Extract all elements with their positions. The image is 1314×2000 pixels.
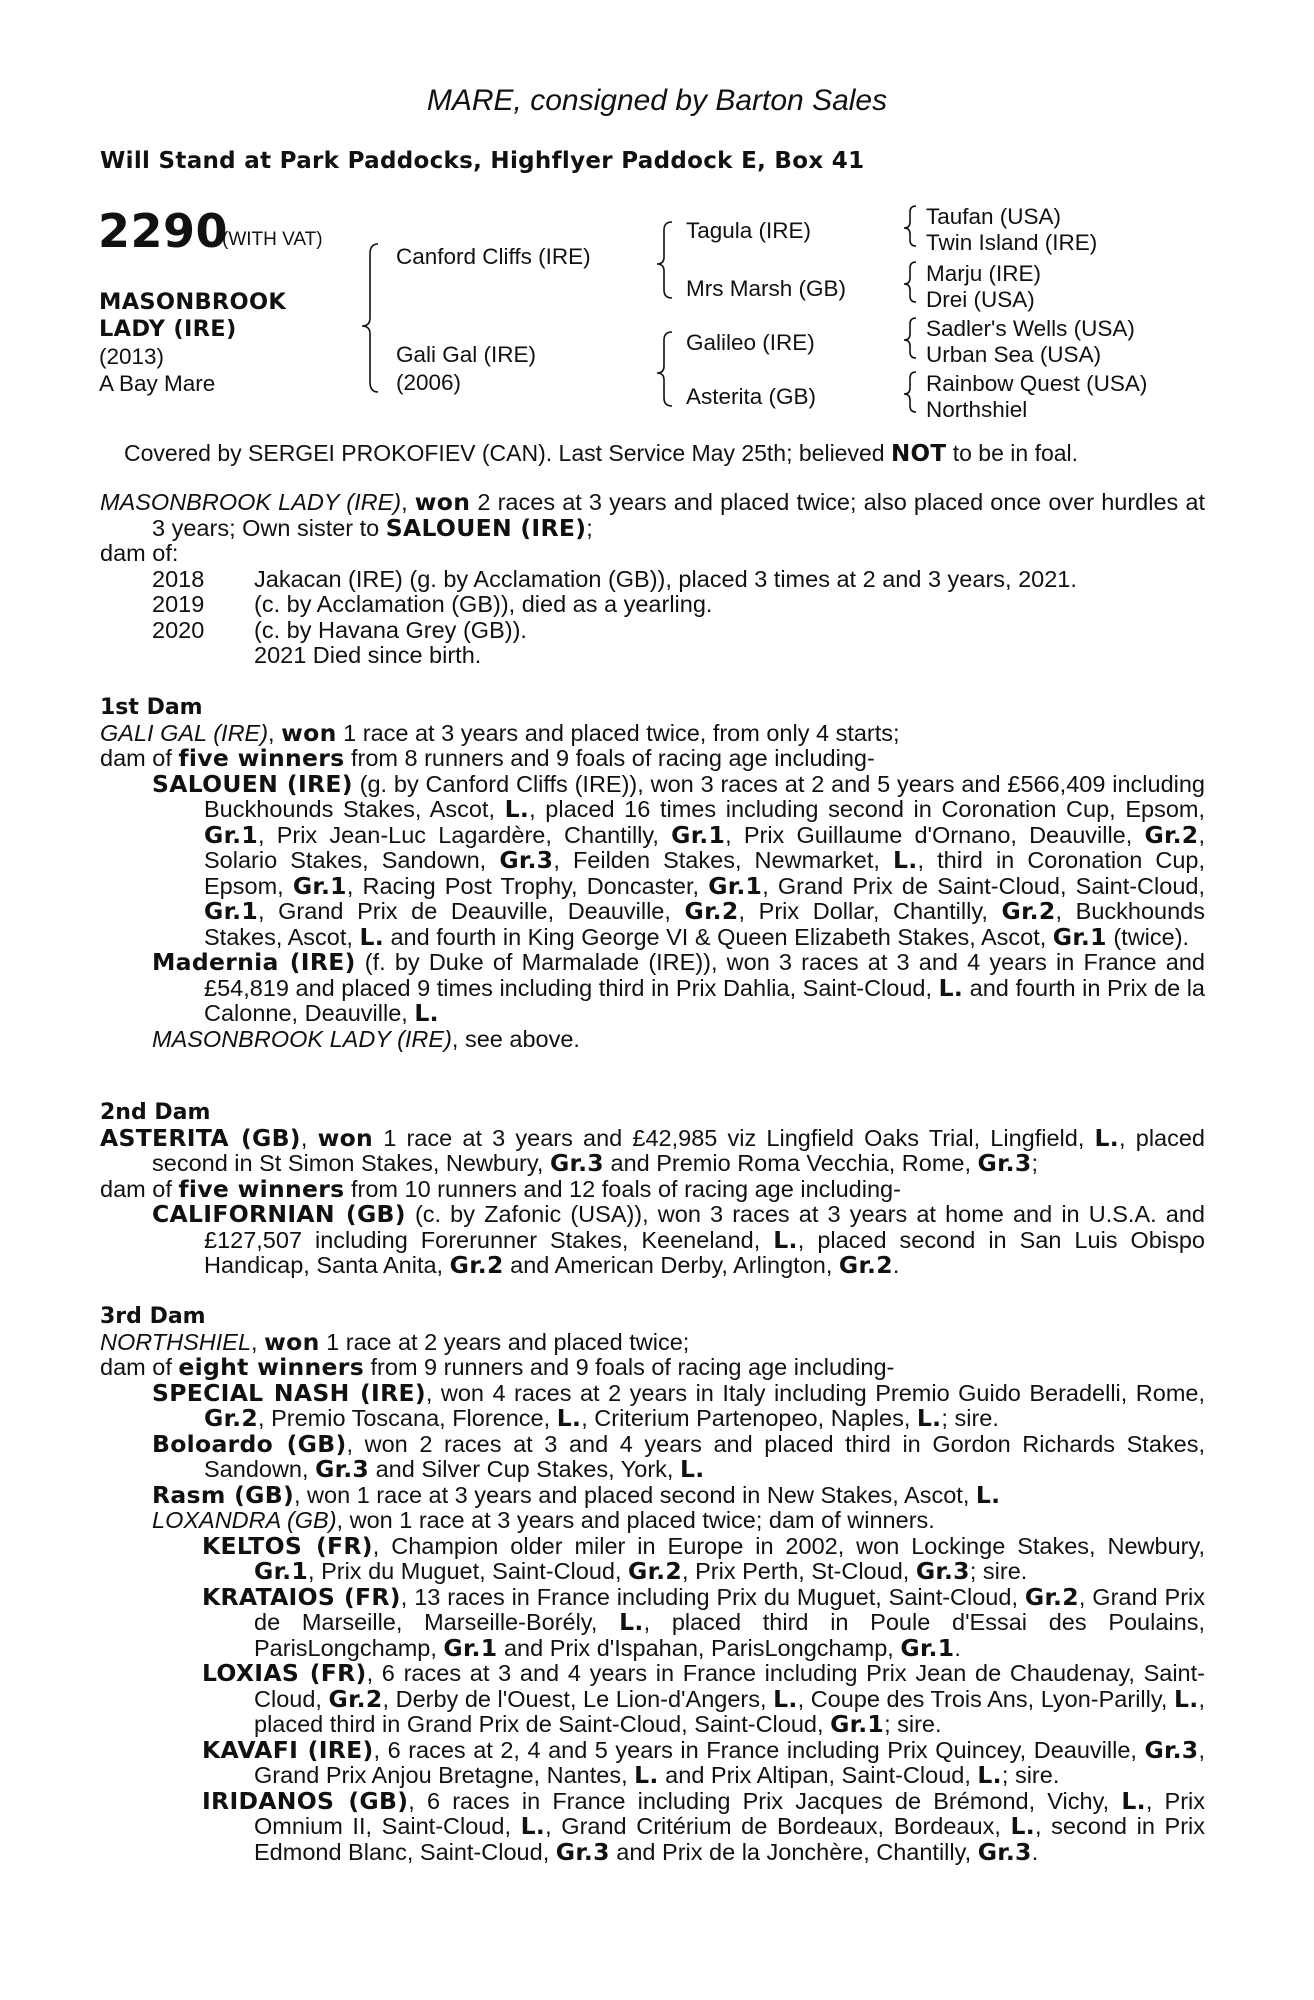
dam-of-text: dam of bbox=[100, 745, 179, 771]
horse-name: Madernia (IRE) bbox=[152, 948, 356, 976]
race-text: , Derby de l'Ouest, Le Lion-d'Angers, bbox=[382, 1685, 774, 1712]
race-grade: Gr.3 bbox=[315, 1455, 370, 1483]
horse-name: CALIFORNIAN (GB) bbox=[152, 1200, 406, 1228]
pedigree-g3: Marju (IRE) bbox=[926, 261, 1042, 286]
horse-name: MASONBROOK LADY (IRE) bbox=[152, 1025, 452, 1052]
stand-location: Will Stand at Park Paddocks, Highflyer Paddock E, Box 41 bbox=[100, 148, 865, 174]
race-grade: Gr.1 bbox=[830, 1710, 885, 1738]
horse-name-line1: MASONBROOK bbox=[99, 289, 287, 315]
produce-year: 2019 bbox=[152, 591, 205, 617]
race-grade: Gr.2 bbox=[449, 1251, 504, 1279]
race-text: , placed second in St Simon Stakes, Newbury, bbox=[152, 1124, 1206, 1176]
race-grade: Gr.1 bbox=[708, 871, 763, 900]
won-label: won bbox=[414, 488, 471, 516]
race-grade: Gr.1 bbox=[254, 1557, 309, 1585]
produce-keltos bbox=[100, 1531, 1205, 1585]
punctuation: ; bbox=[586, 514, 593, 541]
brace-g4 bbox=[904, 372, 916, 412]
race-text: 1 race at 3 years and £42,985 viz Lingfield Oaks Trial, Lingfield, bbox=[373, 1124, 1095, 1151]
race-grade: Gr.3 bbox=[977, 1149, 1032, 1177]
horse-name: LOXIAS (FR) bbox=[202, 1659, 367, 1687]
horse-name: KAVAFI (IRE) bbox=[202, 1735, 374, 1764]
race-grade: Gr.2 bbox=[684, 897, 739, 925]
race-grade: L. bbox=[1010, 1812, 1036, 1840]
pedigree-sire: Canford Cliffs (IRE) bbox=[396, 244, 591, 269]
race-text: and Prix Altipan, Saint-Cloud, bbox=[658, 1762, 978, 1788]
race-grade: L. bbox=[893, 846, 918, 874]
pedigree-g4: Drei (USA) bbox=[926, 287, 1035, 312]
race-text: , Grand Prix de Deauville, Deauville, bbox=[258, 898, 685, 924]
dam-of-text: dam of bbox=[100, 1175, 179, 1202]
race-text: ; bbox=[1031, 1150, 1039, 1176]
race-grade: L. bbox=[1121, 1786, 1146, 1815]
race-text: , Solario Stakes, Sandown, bbox=[204, 821, 1205, 873]
race-grade: L. bbox=[414, 999, 439, 1027]
first-dam-heading: 1st Dam bbox=[100, 695, 203, 720]
mare-name: MASONBROOK LADY (IRE) bbox=[100, 489, 402, 515]
produce-salouen bbox=[100, 769, 1206, 951]
horse-name: SALOUEN (IRE) bbox=[152, 769, 353, 798]
race-grade: L. bbox=[359, 922, 384, 951]
lot-number: 2290 bbox=[98, 204, 229, 258]
mare-section bbox=[100, 490, 1205, 669]
won-label: won bbox=[317, 1123, 374, 1152]
produce-row bbox=[100, 618, 1205, 644]
race-text: . bbox=[954, 1634, 961, 1661]
race-record: , won 1 race at 3 years and placed twice; dam of winners. bbox=[336, 1507, 935, 1533]
produce-row bbox=[100, 567, 1205, 593]
pedigree-g6: Urban Sea (USA) bbox=[926, 342, 1102, 367]
produce-list bbox=[100, 567, 1205, 669]
produce-year: 2020 bbox=[152, 616, 205, 643]
race-record bbox=[152, 1125, 1205, 1177]
second-dam-section bbox=[100, 1100, 1205, 1279]
second-dam-name: ASTERITA (GB) bbox=[100, 1123, 301, 1152]
produce-loxias bbox=[100, 1661, 1205, 1738]
race-grade: L. bbox=[679, 1455, 705, 1483]
race-text: , 6 races at 3 and 4 years in France including Prix Jean de Chaudenay, Saint-Cloud, bbox=[254, 1660, 1205, 1712]
covered-not: NOT bbox=[890, 441, 947, 467]
covered-text: Covered by SERGEI PROKOFIEV (CAN). Last Service May 25th; believed bbox=[124, 440, 891, 466]
brace-g2 bbox=[904, 262, 916, 302]
race-grade: Gr.1 bbox=[443, 1633, 498, 1662]
race-record bbox=[254, 1737, 1205, 1789]
produce-text: 2021 Died since birth. bbox=[254, 642, 482, 668]
race-text: , Prix Perth, St-Cloud, bbox=[682, 1558, 916, 1584]
pedigree-g2: Twin Island (IRE) bbox=[926, 230, 1098, 255]
race-grade: Gr.2 bbox=[628, 1557, 683, 1585]
horse-name: IRIDANOS (GB) bbox=[202, 1786, 409, 1815]
race-grade: Gr.3 bbox=[977, 1837, 1032, 1866]
dam-of-text: from 8 runners and 9 foals of racing age including- bbox=[344, 745, 875, 771]
race-grade: Gr.1 bbox=[204, 897, 259, 925]
race-record bbox=[294, 1482, 1000, 1508]
race-grade: L. bbox=[1173, 1684, 1199, 1713]
race-record bbox=[204, 771, 1205, 950]
brace-g3 bbox=[904, 318, 916, 358]
race-grade: L. bbox=[619, 1608, 644, 1636]
race-text: , Coupe des Trois Ans, Lyon-Parilly, bbox=[797, 1685, 1174, 1712]
winners-count: five winners bbox=[178, 744, 345, 772]
won-label: won bbox=[281, 718, 337, 747]
second-dam-heading: 2nd Dam bbox=[100, 1100, 211, 1125]
horse-name-line2: LADY (IRE) bbox=[99, 316, 237, 342]
race-record bbox=[204, 1431, 1205, 1483]
race-text: , Prix Guillaume d'Ornano, Deauville, bbox=[725, 821, 1145, 848]
pedigree-dam-year: (2006) bbox=[396, 370, 462, 395]
race-text: and Silver Cup Stakes, York, bbox=[369, 1456, 680, 1482]
race-text: , 13 races in France including Prix du Muguet, Saint-Cloud, bbox=[400, 1583, 1025, 1610]
horse-name: KELTOS (FR) bbox=[202, 1531, 373, 1560]
produce-special-nash bbox=[100, 1378, 1205, 1432]
pedigree-g1: Taufan (USA) bbox=[926, 204, 1062, 229]
third-dam-name: NORTHSHIEL bbox=[100, 1328, 252, 1355]
race-text: , placed third in Poule d'Essai des Poulains, ParisLongchamp, bbox=[254, 1609, 1205, 1661]
race-text: , placed third in Grand Prix de Saint-Cloud, Saint-Cloud, bbox=[254, 1685, 1205, 1737]
page-title: MARE, consigned by Barton Sales bbox=[426, 84, 888, 117]
race-grade: Gr.2 bbox=[204, 1404, 259, 1432]
horse-name: LOXANDRA (GB) bbox=[152, 1507, 337, 1533]
race-text: (twice). bbox=[1106, 923, 1190, 950]
first-dam-name: GALI GAL (IRE) bbox=[100, 719, 269, 746]
race-text: and fourth in King George VI & Queen Elizabeth Stakes, Ascot, bbox=[383, 923, 1053, 950]
dam-of-label: dam of: bbox=[100, 540, 179, 566]
horse-name: Boloardo (GB) bbox=[152, 1429, 347, 1458]
produce-californian bbox=[100, 1202, 1205, 1279]
pedigree-dam: Gali Gal (IRE) bbox=[396, 342, 537, 367]
first-dam-record: 1 race at 3 years and placed twice, from only 4 starts; bbox=[336, 719, 900, 746]
produce-loxandra bbox=[100, 1508, 1205, 1534]
race-text: , Grand Prix Anjou Bretagne, Nantes, bbox=[254, 1736, 1205, 1788]
race-text: , 6 races at 2, 4 and 5 years in France including Prix Quincey, Deauville, bbox=[373, 1736, 1145, 1763]
first-dam-section: 1st Dam GALI GAL (IRE), won 1 race at 3 years and placed twice, from only 4 starts; dam of five winners from 8 runners and 9 foals of racing age including- SALOUEN (IRE) (g. by Canford Cliffs (IRE)), won 3 races at 2 and 5 years and £566,409 including Buckhounds Stakes, Ascot, L., placed 16 times including second in Coronation Cup, Epsom, Gr.1, Prix Jean-Luc Lagardère, Chantilly, Gr.1, Prix Guillaume d'Ornano, Deauville, Gr.2, Solario Stakes, Sandown, Gr.3, Feilden Stakes, Newmarket, L., third in Coronation Cup, Epsom, Gr.1, Racing Post Trophy, Doncaster, Gr.1, Grand Prix de Saint-Cloud, Saint-Cloud, Gr.1, Grand Prix de Deauville, Deauville, Gr.2, Prix Dollar, Chantilly, Gr.2, Buckhounds Stakes, Ascot, L. and fourth in King George VI & Queen Elizabeth Stakes, Ascot, Gr.1 (twice). Madernia (IRE) (f. by Duke of Marmalade (IRE)), won 3 races at 3 and 4 years in France and £54,819 and placed 9 times including third in Prix Dahlia, Saint-Cloud, L. and fourth in Prix de la Calonne, Deauville, L. MASONBROOK LADY (IRE), see above. bbox=[100, 695, 1206, 1052]
race-text: , Buckhounds Stakes, Ascot, bbox=[204, 898, 1205, 950]
race-grade: Gr.1 bbox=[671, 820, 726, 849]
race-text: ; sire. bbox=[1001, 1762, 1060, 1788]
race-text: , placed second in San Luis Obispo Handicap, Santa Anita, bbox=[204, 1226, 1205, 1278]
race-text: , second in Prix Edmond Blanc, Saint-Cloud, bbox=[254, 1813, 1205, 1865]
race-text: , Prix Jean-Luc Lagardère, Chantilly, bbox=[258, 821, 672, 848]
race-grade: L. bbox=[504, 795, 530, 823]
race-text: , won 1 race at 3 years and placed second in New Stakes, Ascot, bbox=[294, 1481, 976, 1508]
race-text: , won 2 races at 3 and 4 years and placed third in Gordon Richards Stakes, Sandown, bbox=[204, 1430, 1206, 1482]
race-grade: L. bbox=[977, 1761, 1002, 1789]
produce-year: 2018 bbox=[152, 565, 205, 592]
race-text: , third in Coronation Cup, Epsom, bbox=[204, 847, 1206, 899]
race-grade: Gr.2 bbox=[1024, 1582, 1079, 1611]
race-grade: L. bbox=[520, 1812, 546, 1840]
race-grade: Gr.3 bbox=[1144, 1735, 1199, 1764]
produce-text: (c. by Acclamation (GB)), died as a yearling. bbox=[254, 591, 713, 617]
race-grade: Gr.2 bbox=[838, 1251, 893, 1279]
covered-note bbox=[124, 440, 1078, 467]
winners-count: eight winners bbox=[178, 1353, 364, 1381]
race-grade: L. bbox=[916, 1404, 942, 1432]
pedigree-g7: Rainbow Quest (USA) bbox=[926, 371, 1148, 396]
produce-krataios bbox=[100, 1582, 1205, 1662]
pedigree-g8: Northshiel bbox=[926, 397, 1028, 422]
produce-boloardo bbox=[100, 1429, 1206, 1483]
race-record: , see above. bbox=[451, 1025, 580, 1052]
race-text: , Grand Prix de Saint-Cloud, Saint-Cloud, bbox=[762, 872, 1205, 899]
won-label: won bbox=[264, 1327, 320, 1356]
race-grade: Gr.2 bbox=[1001, 897, 1056, 925]
race-text: , Prix Dollar, Chantilly, bbox=[738, 898, 1002, 924]
race-grade: Gr.3 bbox=[915, 1557, 970, 1585]
race-grade: Gr.3 bbox=[549, 1149, 604, 1177]
race-grade: L. bbox=[634, 1761, 659, 1789]
race-text: ; sire. bbox=[969, 1558, 1028, 1584]
produce-text: Jakacan (IRE) (g. by Acclamation (GB)), placed 3 times at 2 and 3 years, 2021. bbox=[254, 565, 1077, 592]
race-text: (f. by Duke of Marmalade (IRE)), won 3 races at 3 and 4 years in France and £54,819 and placed 9 times including third in Prix Dahlia, Saint-Cloud, bbox=[204, 949, 1205, 1001]
third-dam-heading: 3rd Dam bbox=[100, 1304, 206, 1329]
race-text: and fourth in Prix de la Calonne, Deauville, bbox=[204, 974, 1205, 1026]
horse-description: A Bay Mare bbox=[99, 371, 216, 396]
race-grade: Gr.1 bbox=[900, 1633, 955, 1662]
race-grade: Gr.1 bbox=[292, 871, 347, 900]
race-grade: Gr.1 bbox=[1052, 922, 1107, 951]
produce-year bbox=[100, 643, 254, 669]
race-text: , won 4 races at 2 years in Italy including Premio Guido Beradelli, Rome, bbox=[425, 1379, 1205, 1406]
brace-main bbox=[362, 244, 378, 392]
dam-of-text: from 10 runners and 12 foals of racing age including- bbox=[344, 1175, 901, 1202]
produce-rasm bbox=[100, 1480, 1205, 1509]
mare-record-text: 2 races at 3 years and placed twice; also placed once over hurdles at 3 years; Own sister to bbox=[152, 489, 1206, 541]
race-text: . bbox=[892, 1252, 900, 1278]
sister-name: SALOUEN (IRE) bbox=[385, 513, 587, 542]
produce-iridanos bbox=[100, 1786, 1206, 1866]
horse-name: SPECIAL NASH (IRE) bbox=[152, 1378, 426, 1407]
dam-of-text: dam of bbox=[100, 1354, 179, 1380]
race-grade: L. bbox=[773, 1225, 798, 1254]
winners-count: five winners bbox=[178, 1174, 345, 1203]
race-grade: Gr.3 bbox=[499, 846, 554, 874]
race-grade: L. bbox=[1094, 1123, 1120, 1152]
produce-row bbox=[100, 643, 1205, 669]
vat-note: (WITH VAT) bbox=[222, 229, 323, 250]
race-text: , Prix Omnium II, Saint-Cloud, bbox=[254, 1787, 1206, 1839]
pedigree-dam-dam: Asterita (GB) bbox=[686, 384, 817, 409]
race-text: ; sire. bbox=[884, 1711, 942, 1737]
race-text: ; sire. bbox=[941, 1405, 999, 1431]
race-text: (g. by Canford Cliffs (IRE)), won 3 races at 2 and 5 years and £566,409 including Buckhounds Stakes, Ascot, bbox=[204, 770, 1205, 822]
covered-text-end: to be in foal. bbox=[946, 440, 1079, 466]
race-text: , Grand Prix de Marseille, Marseille-Borély, bbox=[254, 1583, 1205, 1635]
race-record bbox=[254, 1533, 1205, 1585]
mare-record: MASONBROOK LADY (IRE), won 2 races at 3 years and placed twice; also placed once over hurdles at 3 years; Own sister to SALOUEN (IRE); bbox=[100, 488, 1206, 542]
race-text: and Prix d'Ispahan, ParisLongchamp, bbox=[497, 1634, 901, 1661]
horse-name: KRATAIOS (FR) bbox=[202, 1582, 401, 1611]
produce-kavafi bbox=[100, 1735, 1205, 1789]
race-grade: L. bbox=[938, 973, 964, 1002]
race-text: (c. by Zafonic (USA)), won 3 races at 3 years at home and in U.S.A. and £127,507 including Forerunner Stakes, Keeneland, bbox=[204, 1201, 1205, 1253]
race-grade: Gr.3 bbox=[555, 1837, 610, 1866]
pedigree-sire-sire: Tagula (IRE) bbox=[686, 218, 812, 243]
race-text: , Prix du Muguet, Saint-Cloud, bbox=[308, 1558, 629, 1584]
produce-madernia bbox=[100, 950, 1205, 1027]
race-grade: L. bbox=[556, 1404, 582, 1432]
race-text: , Criterium Partenopeo, Naples, bbox=[581, 1405, 917, 1431]
race-text: , placed 16 times including second in Coronation Cup, Epsom, bbox=[529, 796, 1205, 822]
pedigree-dam-sire: Galileo (IRE) bbox=[686, 330, 815, 355]
produce-text: (c. by Havana Grey (GB)). bbox=[254, 616, 527, 643]
race-text: , Feilden Stakes, Newmarket, bbox=[553, 847, 894, 873]
second-dam-record: ASTERITA (GB), won 1 race at 3 years and £42,985 viz Lingfield Oaks Trial, Lingfield, L., placed second in St Simon Stakes, Newbury, Gr.3 and Premio Roma Vecchia, Rome, Gr.3; bbox=[100, 1123, 1206, 1177]
race-grade: L. bbox=[773, 1684, 798, 1713]
race-record bbox=[254, 1660, 1205, 1737]
race-grade: Gr.2 bbox=[328, 1684, 383, 1713]
race-text: , Racing Post Trophy, Doncaster, bbox=[346, 872, 709, 899]
race-text: , 6 races in France including Prix Jacques de Brémond, Vichy, bbox=[408, 1787, 1122, 1814]
race-text: , Grand Critérium de Bordeaux, Bordeaux, bbox=[545, 1813, 1011, 1839]
race-text: , Champion older miler in Europe in 2002, won Lockinge Stakes, Newbury, bbox=[372, 1532, 1205, 1559]
brace-sire bbox=[657, 222, 672, 298]
produce-masonbrook bbox=[100, 1027, 1205, 1053]
race-text: and American Derby, Arlington, bbox=[503, 1252, 839, 1278]
pedigree-sire-dam: Mrs Marsh (GB) bbox=[686, 276, 846, 301]
race-grade: L. bbox=[975, 1480, 1001, 1509]
brace-dam bbox=[657, 332, 672, 406]
horse-year: (2013) bbox=[99, 344, 165, 369]
dam-of-text: from 9 runners and 9 foals of racing age including- bbox=[363, 1354, 895, 1380]
brace-g1 bbox=[904, 206, 916, 246]
third-dam-section: 3rd Dam NORTHSHIEL, won 1 race at 2 years and placed twice; dam of eight winners from 9 runners and 9 foals of racing age including- SPECIAL NASH (IRE), won 4 races at 2 years in Italy including Premio Guido Beradelli, Rome, Gr.2, Premio Toscana, Florence, L., Criterium Partenopeo, Naples, L.; sire. Boloardo (GB), won 2 races at 3 and 4 years and placed third in Gordon Richards Stakes, Sandown, Gr.3 and Silver Cup Stakes, York, L. Rasm (GB), won 1 race at 3 years and placed second in New Stakes, Ascot, L. LOXANDRA (GB), won 1 race at 3 years and placed twice; dam of winners. KELTOS (FR), Champion older miler in Europe in 2002, won Lockinge Stakes, Newbury, Gr.1, Prix du Muguet, Saint-Cloud, Gr.2, Prix Perth, St-Cloud, Gr.3; sire. KRATAIOS (FR), 13 races in France including Prix du Muguet, Saint-Cloud, Gr.2, Grand Prix de Marseille, Marseille-Borély, L., placed third in Poule d'Essai des Poulains, ParisLongchamp, Gr.1 and Prix d'Ispahan, ParisLongchamp, Gr.1. LOXIAS (FR), 6 races at 3 and 4 years in France including Prix Jean de Chaudenay, Saint-Cloud, Gr.2, Derby de l'Ouest, Le Lion-d'Angers, L., Coupe des Trois Ans, Lyon-Parilly, L., placed third in Grand Prix de Saint-Cloud, Saint-Cloud, Gr.1; sire. KAVAFI (IRE), 6 races at 2, 4 and 5 years in France including Prix Quincey, Deauville, Gr.3, Grand Prix Anjou Bretagne, Nantes, L. and Prix Altipan, Saint-Cloud, L.; sire. IRIDANOS (GB), 6 races in France including Prix Jacques de Brémond, Vichy, L., Prix Omnium II, Saint-Cloud, L., Grand Critérium de Bordeaux, Bordeaux, L., second in Prix Edmond Blanc, Saint-Cloud, Gr.3 and Prix de la Jonchère, Chantilly, Gr.3. bbox=[100, 1304, 1206, 1866]
third-dam-record: 1 race at 2 years and placed twice; bbox=[319, 1328, 690, 1355]
race-text: and Premio Roma Vecchia, Rome, bbox=[603, 1150, 978, 1176]
race-text: . bbox=[1031, 1838, 1039, 1865]
horse-name: Rasm (GB) bbox=[152, 1480, 294, 1509]
race-grade: Gr.1 bbox=[204, 820, 259, 849]
race-text: , Premio Toscana, Florence, bbox=[258, 1405, 557, 1431]
produce-row bbox=[100, 592, 1205, 618]
pedigree-g5: Sadler's Wells (USA) bbox=[926, 316, 1135, 341]
race-text: and Prix de la Jonchère, Chantilly, bbox=[609, 1838, 978, 1865]
race-grade: Gr.2 bbox=[1144, 820, 1199, 849]
